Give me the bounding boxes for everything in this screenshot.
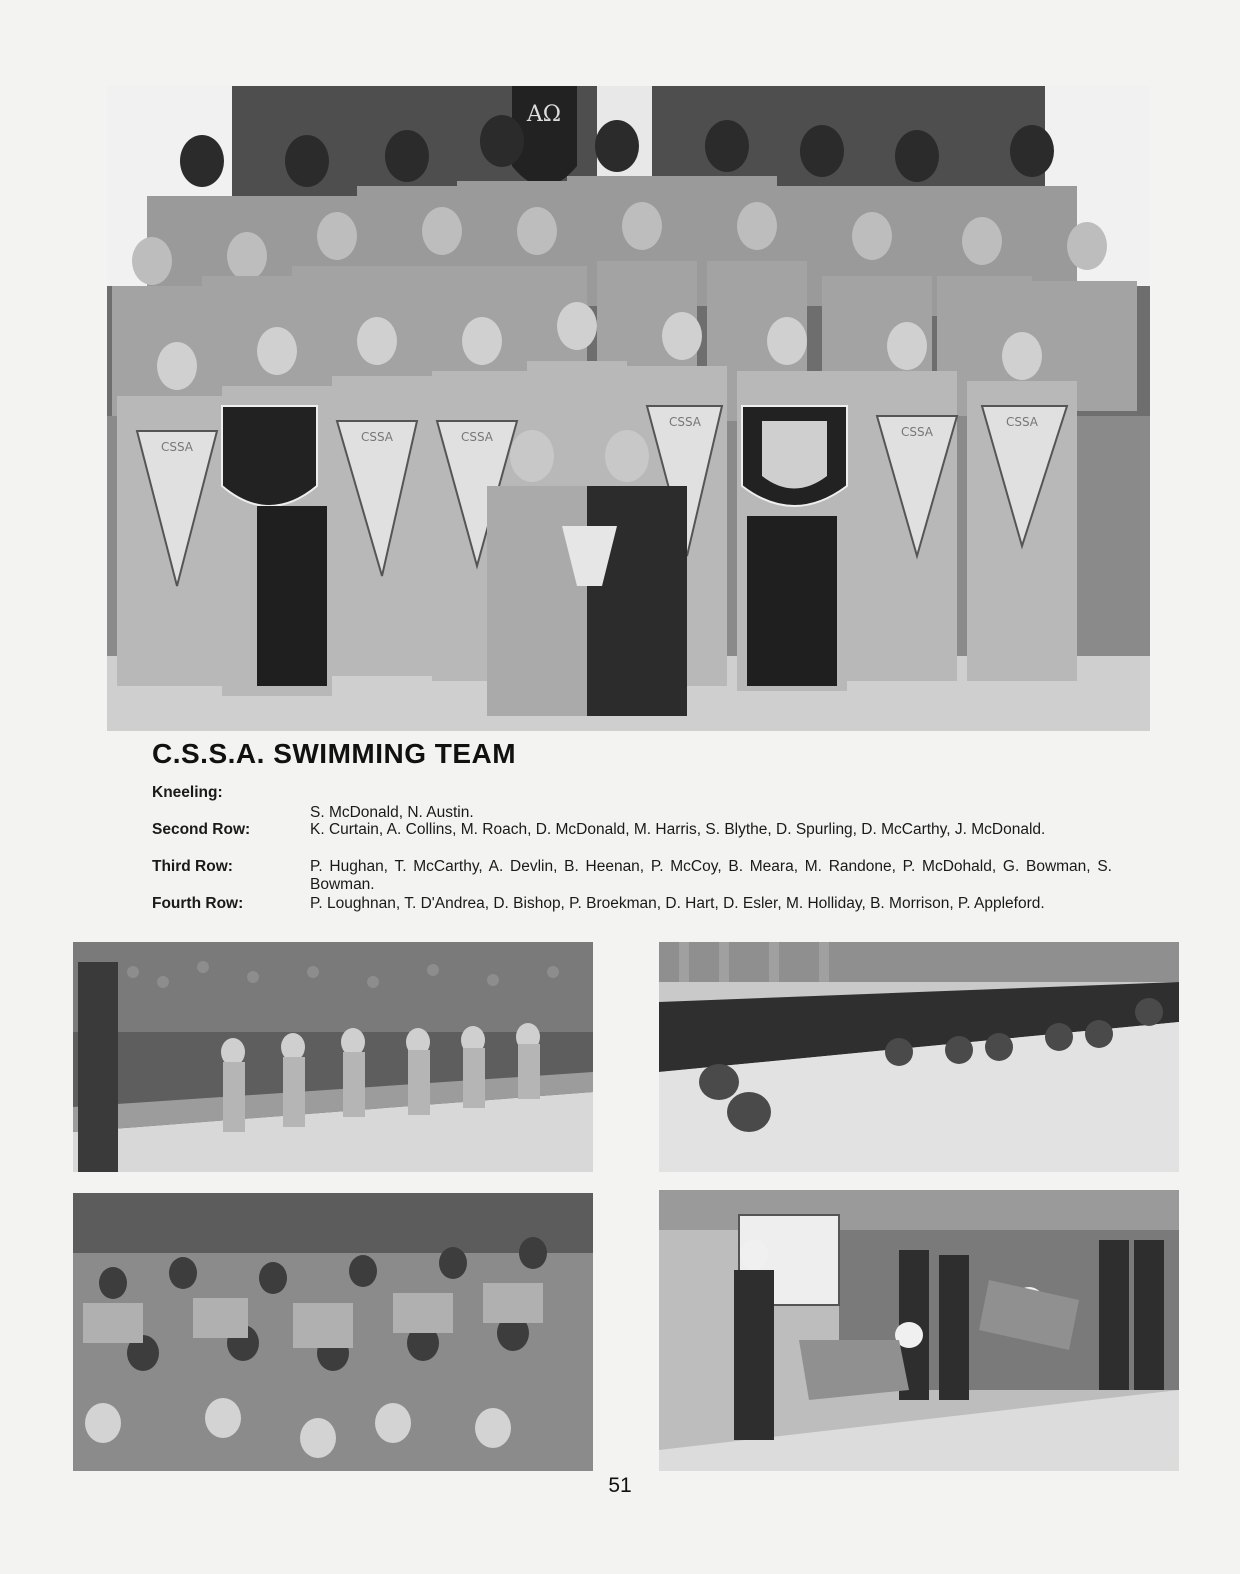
page-title: C.S.S.A. SWIMMING TEAM	[152, 738, 517, 769]
dive-start-photo	[659, 1190, 1179, 1471]
svg-text:ΑΩ: ΑΩ	[526, 102, 562, 127]
roster-names-fourth-row: P. Loughnan, T. D'Andrea, D. Bishop, P. Broekman, D. Hart, D. Esler, M. Holliday, B. Morrison, P. Appleford.	[310, 895, 1045, 912]
pool-swimmers-photo	[659, 942, 1179, 1172]
svg-text:CSSA: CSSA	[160, 440, 194, 454]
svg-text:CSSA: CSSA	[668, 415, 702, 429]
roster-label-third-row: Third Row:	[152, 858, 233, 875]
dive-start-image	[659, 1190, 1179, 1471]
roster-names-third-row: P. Hughan, T. McCarthy, A. Devlin, B. Heenan, P. McCoy, B. Meara, M. Randone, P. McDohald, G. Bowman, S. Bowman.	[310, 858, 1112, 893]
starting-blocks-image	[73, 942, 593, 1172]
svg-text:CSSA: CSSA	[900, 425, 934, 439]
svg-text:CSSA: CSSA	[460, 430, 494, 444]
crowd-grass-image	[73, 1193, 593, 1471]
pool-swimmers-image	[659, 942, 1179, 1172]
roster-names-second-row: K. Curtain, A. Collins, M. Roach, D. McDonald, M. Harris, S. Blythe, D. Spurling, D. McCarthy, J. McDonald.	[310, 821, 1046, 838]
team-photo-image	[107, 86, 1150, 731]
page-number: 51	[608, 1474, 632, 1497]
crowd-grass-photo	[73, 1193, 593, 1471]
svg-text:CSSA: CSSA	[360, 430, 394, 444]
team-photo	[107, 86, 1150, 731]
roster-names-kneeling: S. McDonald, N. Austin.	[310, 804, 474, 821]
roster-label-kneeling: Kneeling:	[152, 784, 223, 801]
svg-text:CSSA: CSSA	[1005, 415, 1039, 429]
roster-label-second-row: Second Row:	[152, 821, 251, 838]
roster-label-fourth-row: Fourth Row:	[152, 895, 244, 912]
starting-blocks-photo	[73, 942, 593, 1172]
